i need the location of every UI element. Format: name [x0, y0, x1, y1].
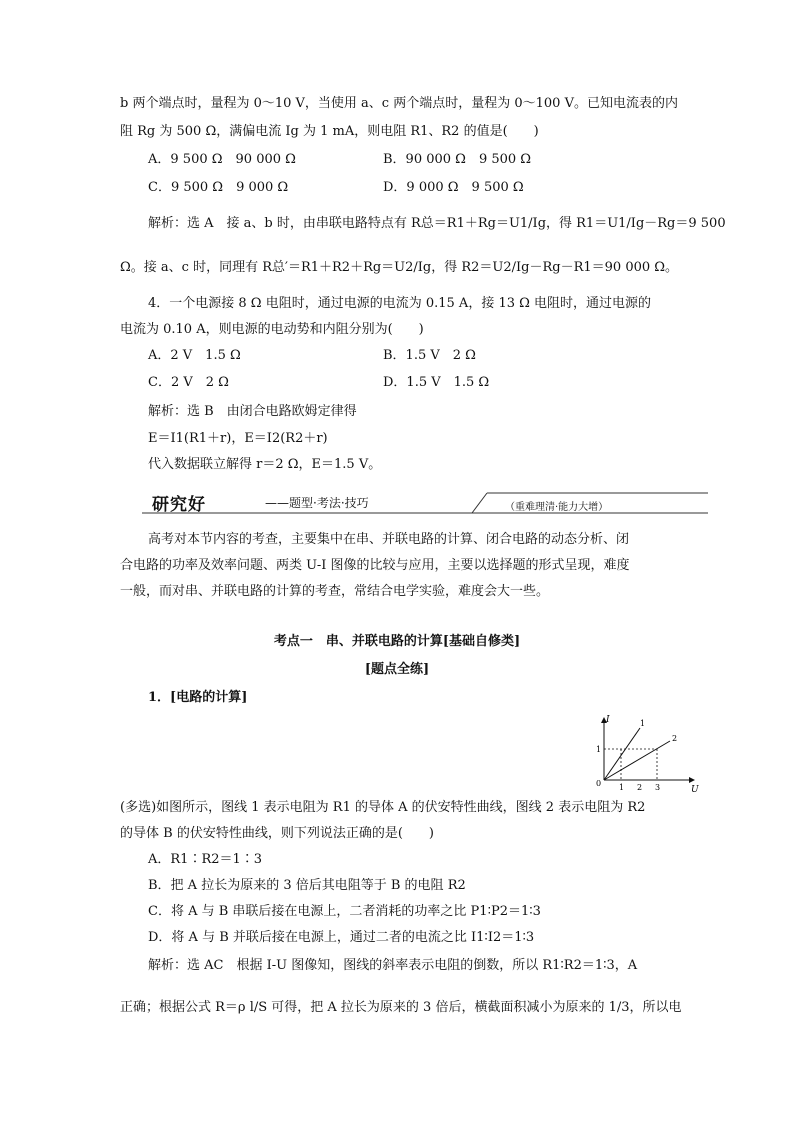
q3-option-b: B．90 000 Ω 9 500 Ω — [383, 152, 532, 167]
problem1-option-d: D．将 A 与 B 并联后接在电源上，通过二者的电流之比 I1∶I2＝1∶3 — [148, 930, 535, 945]
kaodian-title: 考点一 串、并联电路的计算[基础自修类] — [273, 634, 521, 649]
graph-x-label: U — [691, 785, 699, 794]
section-subtitle: ——题型·考法·技巧 — [265, 496, 369, 510]
problem1-stem-line2: 的导体 B 的伏安特性曲线，则下列说法正确的是( ) — [120, 826, 434, 841]
q3-option-d: D．9 000 Ω 9 500 Ω — [383, 180, 524, 195]
intro-line1: 高考对本节内容的考查，主要集中在串、并联电路的计算、闭合电路的动态分析、闭 — [148, 532, 630, 547]
graph-tick-y1: 1 — [596, 745, 602, 754]
problem1-analysis-line1: 解析：选 AC 根据 I-U 图像知，图线的斜率表示电阻的倒数，所以 R1∶R2＝1∶3，A — [148, 958, 638, 973]
intro-line3: 一般，而对串、并联电路的计算的考查，常结合电学实验，难度会大一些。 — [120, 584, 550, 599]
problem1-option-c: C．将 A 与 B 串联后接在电源上，二者消耗的功率之比 P1∶P2＝1∶3 — [148, 904, 541, 919]
section-title: 研究好 — [152, 495, 206, 515]
q4-option-b: B．1.5 V 2 Ω — [383, 348, 476, 363]
q4-option-d: D．1.5 V 1.5 Ω — [383, 375, 490, 390]
q3-analysis-line1: 解析：选 A 接 a、b 时，由串联电路特点有 R总＝R1＋Rg＝U1/Ig，得 R1＝U1/Ig－Rg＝9 500 — [148, 216, 726, 231]
iu-graph — [590, 714, 700, 794]
graph-line-1 — [604, 728, 640, 780]
intro-line2: 合电路的功率及效率问题、两类 U-I 图像的比较与应用，主要以选择题的形式呈现，难度 — [120, 558, 630, 573]
q3-stem-line1: b 两个端点时，量程为 0～10 V，当使用 a、c 两个端点时，量程为 0～100 V。已知电流表的内 — [120, 96, 678, 111]
q3-analysis-line2: Ω。接 a、c 时，同理有 R总′＝R1＋R2＋Rg＝U2/Ig，得 R2＝U2/Ig－Rg－R1＝90 000 Ω。 — [120, 260, 679, 275]
q4-option-c: C．2 V 2 Ω — [148, 375, 229, 390]
graph-y-label: I — [606, 715, 610, 725]
q4-analysis-line3: 代入数据联立解得 r＝2 Ω，E＝1.5 V。 — [148, 457, 382, 472]
problem1-analysis-line2: 正确；根据公式 R＝ρ l/S 可得，把 A 拉长为原来的 3 倍后，横截面积减小为原来的 1/3，所以电 — [120, 1000, 682, 1015]
problem1-stem-line1: (多选)如图所示，图线 1 表示电阻为 R1 的导体 A 的伏安特性曲线，图线 2 表示电阻为 R2 — [120, 800, 646, 815]
q4-stem-line2: 电流为 0.10 A，则电源的电动势和内阻分别为( ) — [120, 322, 424, 337]
q4-option-a: A．2 V 1.5 Ω — [148, 348, 241, 363]
kaodian-subtitle: [题点全练] — [364, 662, 430, 677]
graph-line1-label: 1 — [640, 719, 646, 728]
section-note: （重难理清·能力大增） — [505, 502, 609, 513]
problem1-heading: 1．[电路的计算] — [148, 690, 248, 705]
q4-stem-line1: 4．一个电源接 8 Ω 电阻时，通过电源的电流为 0.15 A，接 13 Ω 电阻时，通过电源的 — [148, 296, 652, 311]
q4-analysis-line1: 解析：选 B 由闭合电路欧姆定律得 — [148, 404, 357, 419]
problem1-option-b: B．把 A 拉长为原来的 3 倍后其电阻等于 B 的电阻 R2 — [148, 878, 466, 893]
graph-line2-label: 2 — [672, 734, 678, 743]
q3-option-a: A．9 500 Ω 90 000 Ω — [148, 152, 296, 167]
problem1-option-a: A．R1∶R2＝1∶3 — [148, 852, 263, 867]
graph-tick-x2: 2 — [637, 783, 643, 792]
graph-origin: 0 — [596, 779, 602, 788]
section-banner-decoration — [142, 488, 708, 514]
graph-tick-x3: 3 — [655, 783, 661, 792]
q3-stem-line2: 阻 Rg 为 500 Ω，满偏电流 Ig 为 1 mA，则电阻 R1、R2 的值是( ) — [120, 124, 539, 139]
q3-option-c: C．9 500 Ω 9 000 Ω — [148, 180, 289, 195]
graph-line-2 — [604, 741, 670, 780]
q4-analysis-line2: E＝I1(R1＋r)，E＝I2(R2＋r) — [148, 431, 328, 446]
graph-tick-x1: 1 — [619, 783, 625, 792]
